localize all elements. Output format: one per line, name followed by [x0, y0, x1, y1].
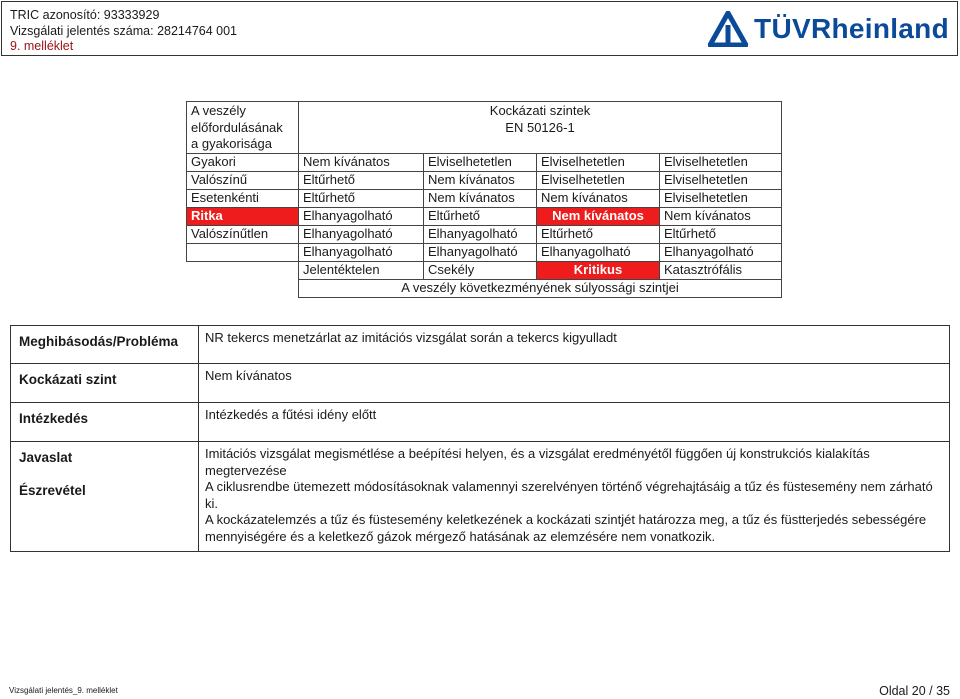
finding-table: [10, 325, 950, 552]
matrix-cell: Elviselhetetlen: [660, 153, 782, 171]
matrix-row: [187, 243, 782, 261]
footer-document-name: Vizsgálati jelentés_9. melléklet: [9, 686, 118, 695]
matrix-cell: Eltűrhető: [660, 225, 782, 243]
severity-spacer: [187, 279, 299, 297]
risk-label: Kockázati szint: [11, 364, 199, 403]
matrix-cell: Elhanyagolható: [299, 207, 424, 225]
matrix-corner-label: [187, 102, 299, 154]
problem-label: Meghibásodás/Probléma: [11, 326, 199, 364]
matrix-row-highlighted: [187, 207, 782, 225]
remark-text: A kockázatelemzés a tűz és füstesemény keletkezének a kockázati szintjét határozza meg, a tűz és füstterjedés sebességére mennyiségére és a keletkező gázok mérgező hatásának az elemzésére nem vonatkozik.: [205, 512, 927, 544]
remark-text: A ciklusrendbe ütemezett módosításoknak valamennyi szerelvényen történő végrehajtásáig a tűz és füstesemény nem zárható ki.: [205, 479, 933, 511]
page-number: Oldal 20 / 35: [879, 684, 950, 698]
freq-label: [187, 243, 299, 261]
severity-caption-row: [187, 279, 782, 297]
matrix-cell: Elviselhetetlen: [424, 153, 537, 171]
problem-text: NR tekercs menetzárlat az imitációs vizsgálat során a tekercs kigyulladt: [205, 330, 617, 345]
matrix-cell: Elhanyagolható: [299, 225, 424, 243]
remark-value: [199, 479, 950, 551]
matrix-cell: Nem kívánatos: [537, 189, 660, 207]
matrix-cell: Elviselhetetlen: [660, 171, 782, 189]
matrix-row: [187, 225, 782, 243]
matrix-title-line: Kockázati szintek: [489, 103, 591, 118]
action-label: Intézkedés: [11, 403, 199, 442]
matrix-cell: Elhanyagolható: [537, 243, 660, 261]
severity-row: [187, 261, 782, 279]
risk-text: Nem kívánatos: [205, 368, 292, 383]
matrix-row: [187, 153, 782, 171]
tric-id: TRIC azonosító: 93333929: [10, 8, 160, 22]
matrix-cell: Eltűrhető: [537, 225, 660, 243]
remark-label: Észrevétel: [11, 479, 199, 551]
freq-label: Gyakori: [187, 153, 299, 171]
matrix-row: [187, 189, 782, 207]
suggestion-value: [199, 442, 950, 480]
severity-cell-highlighted: Kritikus: [537, 261, 660, 279]
corner-label-line: a gyakorisága: [191, 136, 272, 151]
header-info: [10, 8, 237, 55]
freq-label: Valószínűtlen: [187, 225, 299, 243]
matrix-cell: Elhanyagolható: [660, 243, 782, 261]
report-number: Vizsgálati jelentés száma: 28214764 001: [10, 23, 238, 38]
matrix-cell: Eltűrhető: [299, 189, 424, 207]
matrix-cell: Eltűrhető: [424, 207, 537, 225]
corner-label-line: A veszély: [191, 103, 246, 118]
logo-text: TÜVRheinland: [754, 13, 949, 44]
severity-cell: Jelentéktelen: [299, 261, 424, 279]
matrix-cell-highlighted: Nem kívánatos: [537, 207, 660, 225]
suggestion-label: Javaslat: [11, 442, 199, 480]
matrix-cell: Elviselhetetlen: [537, 171, 660, 189]
severity-caption: A veszély következményének súlyossági szintjei: [299, 279, 782, 297]
matrix-cell: Elhanyagolható: [424, 243, 537, 261]
freq-label-highlighted: Ritka: [187, 207, 299, 225]
matrix-cell: Elhanyagolható: [299, 243, 424, 261]
suggestion-text: Imitációs vizsgálat megismétlése a beépítési helyen, és a vizsgálat eredményétől függően új konstrukciós kialakítás megtervezése: [205, 446, 870, 478]
risk-matrix: [186, 101, 782, 298]
corner-label-line: előfordulásának: [191, 119, 283, 135]
severity-cell: Katasztrófális: [660, 261, 782, 279]
matrix-cell: Nem kívánatos: [660, 207, 782, 225]
page-header: [1, 1, 958, 56]
problem-value: [199, 326, 950, 364]
matrix-cell: Elhanyagolható: [424, 225, 537, 243]
freq-label: Esetenkénti: [187, 189, 299, 207]
matrix-cell: Nem kívánatos: [424, 189, 537, 207]
matrix-cell: Nem kívánatos: [299, 153, 424, 171]
tuv-logo: [708, 11, 949, 47]
risk-value: [199, 364, 950, 403]
severity-spacer: [187, 261, 299, 279]
action-value: [199, 403, 950, 442]
tuv-triangle-logo-icon: [708, 11, 748, 47]
action-text: Intézkedés a fűtési idény előtt: [205, 407, 377, 422]
matrix-cell: Nem kívánatos: [424, 171, 537, 189]
matrix-row: [187, 171, 782, 189]
severity-cell: Csekély: [424, 261, 537, 279]
freq-label: Valószínű: [187, 171, 299, 189]
matrix-standard: EN 50126-1: [505, 119, 575, 135]
attachment-label: 9. melléklet: [10, 39, 74, 53]
matrix-cell: Elviselhetetlen: [660, 189, 782, 207]
matrix-cell: Elviselhetetlen: [537, 153, 660, 171]
matrix-cell: Eltűrhető: [299, 171, 424, 189]
matrix-title: [299, 102, 782, 154]
